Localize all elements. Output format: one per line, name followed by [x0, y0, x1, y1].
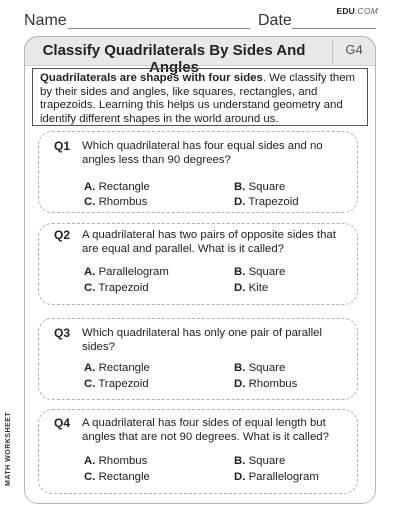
grade-badge: G4 — [345, 42, 363, 57]
option-a[interactable]: A. Rhombus — [84, 455, 148, 467]
intro-text: . We classify them by their sides and angles, like squares, rectangles, and trapezoids. Learning this helps us understand geometry and identify different shapes in the world around us. — [40, 72, 356, 125]
grade-divider — [332, 40, 333, 64]
date-line[interactable] — [292, 28, 376, 29]
option-b[interactable]: B. Square — [234, 455, 286, 467]
option-c[interactable]: C. Rectangle — [84, 471, 150, 483]
option-c[interactable]: C. Trapezoid — [84, 282, 149, 294]
option-d[interactable]: D. Trapezoid — [234, 196, 299, 208]
worksheet-title: Classify Quadrilaterals By Sides And Angles — [42, 42, 306, 76]
name-line[interactable] — [68, 28, 250, 29]
question-number: Q1 — [54, 139, 71, 153]
option-a[interactable]: A. Rectangle — [84, 181, 150, 193]
question-text: Which quadrilateral has four equal sides and no angles less than 90 degrees? — [82, 140, 323, 166]
option-b[interactable]: B. Square — [234, 266, 286, 278]
name-label: Name — [24, 12, 67, 29]
option-b[interactable]: B. Square — [234, 181, 286, 193]
question-text: A quadrilateral has two pairs of opposite sides that are equal and parallel. What is it called? — [82, 229, 336, 255]
date-label: Date — [258, 12, 292, 29]
option-a[interactable]: A. Rectangle — [84, 362, 150, 374]
side-label: MATH WORKSHEET — [5, 411, 12, 486]
option-d[interactable]: D. Rhombus — [234, 378, 298, 390]
question-text: A quadrilateral has four sides of equal length but angles that are not 90 degrees. What is it called? — [82, 417, 329, 443]
question-text: Which quadrilateral has only one pair of parallel sides? — [82, 327, 322, 353]
option-c[interactable]: C. Rhombus — [84, 196, 148, 208]
intro-box — [32, 68, 368, 126]
intro-bold: Quadrilaterals are shapes with four sides — [40, 72, 263, 84]
brand-logo: EDU.COM — [336, 6, 378, 16]
option-b[interactable]: B. Square — [234, 362, 286, 374]
question-number: Q2 — [54, 228, 71, 242]
option-a[interactable]: A. Parallelogram — [84, 266, 169, 278]
question-number: Q4 — [54, 416, 71, 430]
option-d[interactable]: D. Kite — [234, 282, 269, 294]
option-c[interactable]: C. Trapezoid — [84, 378, 149, 390]
option-d[interactable]: D. Parallelogram — [234, 471, 319, 483]
question-number: Q3 — [54, 326, 71, 340]
